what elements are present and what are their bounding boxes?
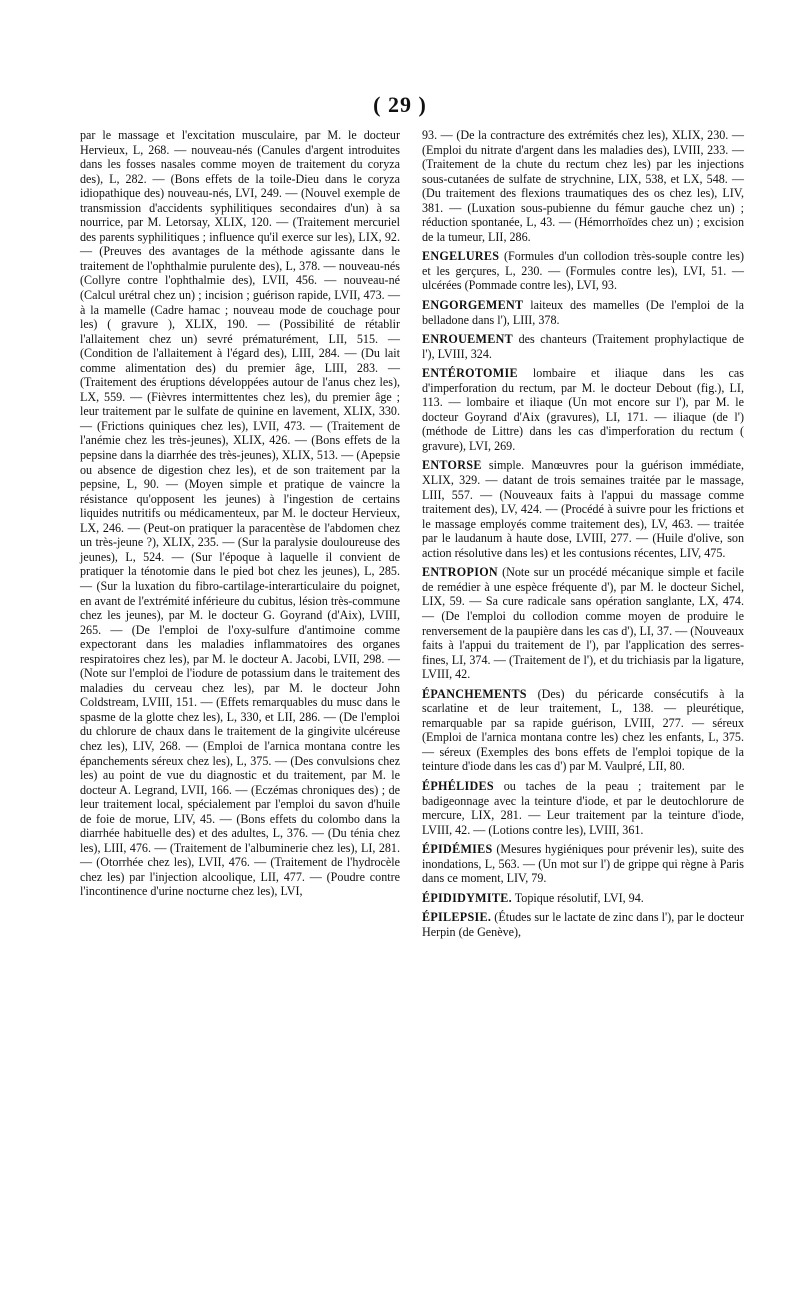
index-entry-engorgement: [422, 298, 744, 327]
index-entry-entorse: [422, 458, 744, 560]
entry-body: des chanteurs (Traitement prophylactique de l'), LVIII, 324.: [422, 332, 744, 361]
index-entry-epilepsie: [422, 910, 744, 939]
index-entry-epidemies: [422, 842, 744, 886]
entry-body: lombaire et iliaque dans les cas d'imperforation du rectum, par M. le docteur Debout (fig.), LI, 113. — lombaire et iliaque (Un mot encore sur l'), par M. le docteur Goyrand d'Aix (gravures), LI, 171. — iliaque (de l') (méthode de Littre) dans les cas d'imperforation du rectum ( gravure), LVI, 269.: [422, 366, 744, 453]
entry-headword: ÉPIDIDYMITE.: [422, 890, 512, 905]
entry-headword: ENTÉROTOMIE: [422, 366, 518, 381]
index-entry-ephelides: [422, 779, 744, 837]
entry-body: ou taches de la peau ; traitement par le badigeonnage avec la teinture d'iode, et par le deutochlorure de mercure, LIX, 281. — Leur traitement par la teinture d'iode, LVIII, 42. — (Lotions contre les), LVIII, 361.: [422, 778, 744, 837]
entry-headword: ÉPILEPSIE.: [422, 910, 492, 925]
entry-body: (Des) du péricarde consécutifs à la scarlatine et de leur traitement, L, 138. — pleurétique, remarquable par sa rapide guérison, LVIII, 277. — séreux (Emploi de l'arnica montana contre les) chez les enfants, L, 375. — séreux (Exemples des bons effets de l'emploi topique de la teinture d'iode dans les cas d') par M. Vaulpré, LII, 80.: [422, 686, 744, 774]
entry-headword: ENTORSE: [422, 458, 482, 473]
index-entry-engelures: [422, 249, 744, 293]
entry-body: (Études sur le lactate de zinc dans l'), par le docteur Herpin (de Genève),: [422, 910, 744, 939]
page-number: ( 29 ): [373, 92, 427, 117]
entry-headword: ENROUEMENT: [422, 332, 514, 347]
entry-body: Topique résolutif, LVI, 94.: [514, 890, 644, 905]
entry-body: (Formules d'un collodion très-souple contre les) et les gerçures, L, 230. — (Formules contre les), LVI, 51. — ulcérées (Pommade contre les), LVI, 93.: [422, 249, 744, 293]
entry-body: (Mesures hygiéniques pour prévenir les), suite des inondations, L, 563. — (Un mot sur l') de grippe qui règne à Paris dans ce moment, LIV, 79.: [422, 842, 744, 886]
entry-headword: ENGORGEMENT: [422, 298, 524, 313]
entry-headword: ÉPHÉLIDES: [422, 778, 494, 793]
entry-body: laiteux des mamelles (De l'emploi de la belladone dans l'), LIII, 378.: [422, 298, 744, 327]
right-column: [422, 128, 744, 944]
entry-headword: ENGELURES: [422, 249, 500, 264]
left-column: [80, 128, 400, 899]
index-entry-enrouement: [422, 332, 744, 361]
left-column-text: par le massage et l'excitation musculaire, par M. le docteur Hervieux, L, 268. — nouveau-nés (Canules d'argent introduites dans les fosses nasales comme moyen de traitement du coryza des), L, 282. — (Bons effets de la toile-Dieu dans le coryza idiopathique des) nouveau-nés, LVI, 249. — (Nouvel exemple de transmission d'accidents syphilitiques secondaires d'un) à sa nourrice, par M. Letorsay, XLIX, 120. — (Traitement mercuriel des parents syphilitiques ; influence qu'il exerce sur les), LIX, 92. — (Preuves des avantages de la méthode agissante dans le traitement de l'ophthalmie purulente des), L, 378. — nouveau-nés (Collyre contre l'ophthalmie des), LVII, 456. — nouveau-né (Calcul urétral chez un) ; incision ; guérison rapide, LVII, 473. — à la mamelle (Cadre hamac ; nouveau mode de couchage pour les) ( gravure ), XLIX, 190. — (Possibilité de rétablir l'allaitement chez un) sevré prématurément, LII, 515. — (Condition de l'allaitement à l'égard des), LIII, 284. — (Du lait comme alimentation des) du premier âge, LIII, 283. — (Traitement des éruptions développées autour de l'anus chez les), LX, 559. — (Fièvres intermittentes chez les), du premier âge ; leur traitement par le sulfate de quinine en lavement, XLIX, 330. — (Frictions quiniques chez les), LVII, 473. — (Traitement de l'anémie chez les très-jeunes), XLIX, 426. — (Bons effets de la pepsine dans la diarrhée des très-jeunes), XLIX, 513. — (Apepsie ou absence de digestion chez les), et de son traitement par la pepsine, L, 90. — (Moyen simple et pratique de vaincre la résistance qu'opposent les jeunes) à l'ingestion de certains liquides nutritifs ou médicamenteux, par M. le docteur Hervieux, LX, 246. — (Peut-on pratiquer la paracentèse de l'abdomen chez un très-jeune ?), XLIX, 235. — (Sur la paralysie douloureuse des jeunes), L, 524. — (Sur l'époque à laquelle il convient de pratiquer la ténotomie dans le pied bot chez les jeunes), L, 285. — (Sur la luxation du fibro-cartilage-interarticulaire du poignet, en avant de l'extrémité inférieure du cubitus, lésion très-commune chez les jeunes), par M. le docteur G. Goyrand (d'Aix), LVIII, 265. — (De l'emploi de l'oxy-sulfure d'antimoine comme expectorant dans les maladies inflammatoires des organes respiratoires chez les), par M. le docteur A. Jacobi, LVII, 298. — (Note sur l'emploi de l'iodure de potassium dans le traitement des maladies du cerveau chez les), par M. le docteur John Coldstream, LVIII, 151. — (Effets remarquables du musc dans le spasme de la glotte chez les), L, 330, et LII, 286. — (De l'emploi du chlorure de chaux dans le traitement de la gingivite ulcéreuse chez les), LIV, 268. — (Emploi de l'arnica montana contre les épanchements séreux chez les), L, 375. — (Des convulsions chez les) au point de vue du diagnostic et du traitement, par M. le docteur A. Legrand, LVII, 166. — (Eczémas chroniques des) ; de leur traitement local, spécialement par l'emploi du savon d'huile de foie de morue, LIV, 45. — (Bons effets du colombo dans la diarrhée habituelle des) et des adultes, L, 376. — (Du ténia chez les), LIII, 476. — (Traitement de l'albuminerie chez les), LI, 281. — (Otorrhée chez les), LVII, 476. — (Traitement de l'hydrocèle chez les) par l'injection alcoolique, LII, 477. — (Poudre contre l'incontinence d'urine nocturne chez les), LVI,: [80, 128, 400, 899]
index-entry-enterotomie: [422, 366, 744, 453]
right-column-continuation: 93. — (De la contracture des extrémités chez les), XLIX, 230. — (Emploi du nitrate d'argent dans les maladies des), LVIII, 233. — (Traitement de la chute du rectum chez les) par les injections sous-cutanées de sulfate de strychnine, LIX, 538, et LX, 548. — (Du traitement des flexions traumatiques des os chez les), LIV, 381. — (Luxation sous-pubienne du fémur gauche chez un) ; réduction spontanée, L, 43. — (Hémorrhoïdes chez un) ; excision de la tumeur, LII, 286.: [422, 128, 744, 244]
entry-body: simple. Manœuvres pour la guérison immédiate, XLIX, 329. — datant de trois semaines traitée par le massage, LIII, 557. — (Nouveaux faits à l'appui du massage comme traitement des), LV, 424. — (Procédé à suivre pour les frictions et le massage employés comme traitement des), LV, 463. — traitée par le laudanum à haute dose, LVIII, 277. — (Huile d'olive, son action résolutive dans les) et les contusions récentes, LIV, 475.: [422, 458, 744, 560]
entry-headword: ÉPIDÉMIES: [422, 842, 493, 857]
entry-body: (Note sur un procédé mécanique simple et facile de remédier à une espèce fréquente d'), par M. le docteur Sichel, LIX, 59. — Sa cure radicale sans opération sanglante, LX, 474. — (De l'emploi du collodion comme moyen de produire le renversement de la paupière dans les cas d'), LI, 37. — (Nouveaux faits à l'appui du traitement de l'), par l'application des serres-fines, LI, 374. — (Traitement de l'), et du trichiasis par la ligature, LVIII, 42.: [422, 565, 744, 682]
index-entry-epanchements: [422, 687, 744, 774]
entry-headword: ÉPANCHEMENTS: [422, 686, 527, 701]
entry-headword: ENTROPION: [422, 565, 498, 580]
index-entry-entropion: [422, 565, 744, 681]
index-entry-epididymite: [422, 891, 744, 906]
